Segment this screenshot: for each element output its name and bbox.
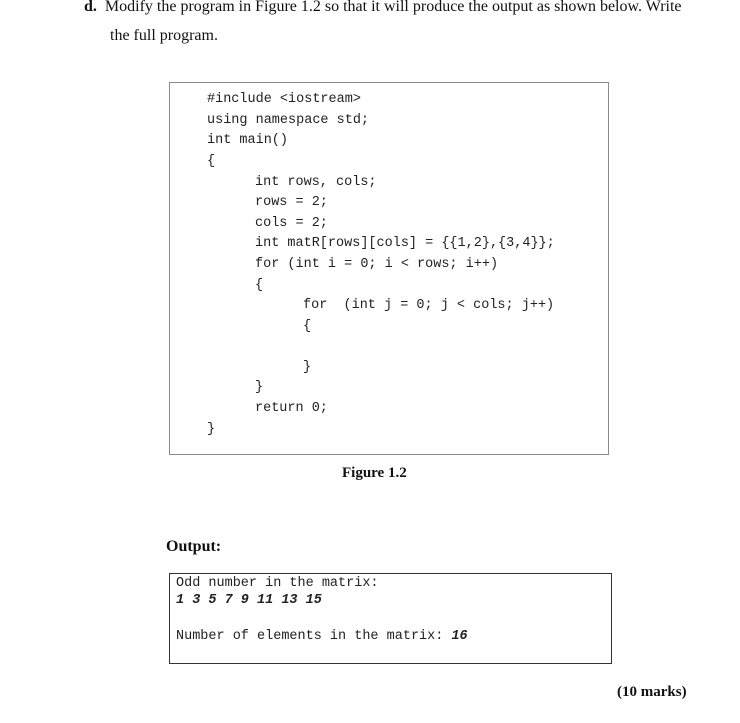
- code-line: {: [255, 278, 264, 293]
- question-label: d.: [84, 0, 97, 15]
- marks-label: (10 marks): [617, 684, 687, 700]
- figure-caption: Figure 1.2: [342, 465, 407, 481]
- code-line: }: [207, 422, 216, 437]
- code-line: cols = 2;: [255, 216, 328, 231]
- output-line-1: Odd number in the matrix:: [176, 576, 379, 591]
- output-line-3: [176, 629, 468, 645]
- code-line: int matR[rows][cols] = {{1,2},{3,4}};: [255, 236, 555, 251]
- output-count-prefix: Number of elements in the matrix:: [176, 629, 452, 644]
- code-line: #include <iostream>: [207, 92, 361, 107]
- code-line: rows = 2;: [255, 195, 328, 210]
- code-figure-box: [169, 82, 609, 455]
- code-line: using namespace std;: [207, 113, 370, 128]
- code-line: for (int j = 0; j < cols; j++): [303, 298, 555, 313]
- code-line: {: [303, 319, 312, 334]
- question-line-1: [84, 0, 682, 16]
- code-line: }: [255, 380, 264, 395]
- output-box: [169, 573, 612, 664]
- output-count-value: 16: [451, 629, 468, 644]
- code-line: }: [303, 360, 312, 375]
- output-line-2: 1 3 5 7 9 11 13 15: [176, 593, 322, 608]
- code-line: int main(): [207, 133, 289, 148]
- code-line: return 0;: [255, 401, 328, 416]
- question-text-1: Modify the program in Figure 1.2 so that it will produce the output as shown below. Write: [104, 0, 682, 15]
- question-line-2: the full program.: [110, 27, 218, 44]
- code-line: for (int i = 0; i < rows; i++): [255, 257, 499, 272]
- code-line: {: [207, 154, 216, 169]
- code-line: int rows, cols;: [255, 175, 377, 190]
- output-label: Output:: [166, 538, 222, 555]
